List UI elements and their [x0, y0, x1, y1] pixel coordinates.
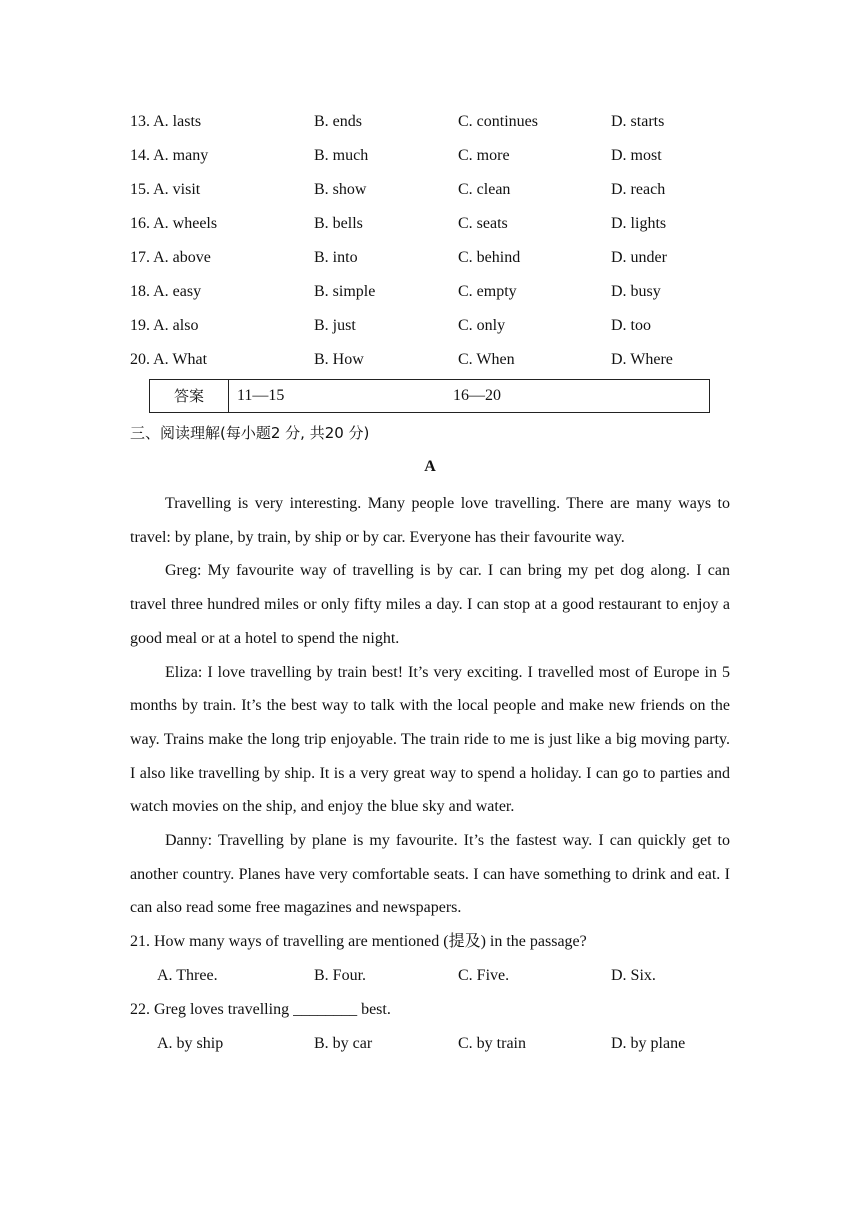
option-d: D. by plane: [611, 1035, 686, 1053]
option-c: C. When: [458, 351, 515, 368]
option-c: C. clean: [458, 181, 511, 198]
passage-paragraph: Travelling is very interesting. Many people love travelling. There are many ways to travel: by plane, by train, by ship or by car. Everyone has their favourite way.: [130, 495, 730, 546]
answer-range-11-15: 11—15: [237, 387, 285, 404]
option-a: 13. A. lasts: [130, 113, 202, 130]
option-b: B. by car: [314, 1035, 373, 1053]
option-b: B. bells: [314, 215, 363, 232]
choice-row-20: [130, 346, 730, 380]
choice-row-19: [130, 312, 730, 346]
option-d: D. starts: [611, 113, 665, 130]
option-b: B. show: [314, 181, 367, 198]
option-a: 17. A. above: [130, 249, 211, 266]
question-stem-21: 21. How many ways of travelling are mentioned (提及) in the passage?: [130, 933, 587, 951]
worksheet-page: [130, 108, 730, 1061]
answer-range-16-20: 16—20: [453, 387, 501, 404]
option-b: B. ends: [314, 113, 362, 130]
option-d: D. lights: [611, 215, 667, 232]
passage-paragraph: Eliza: I love travelling by train best! It’s very exciting. I travelled most of Europe in 5 months by train. It’s the best way to talk with the local people and make new friends on the way. Trains make the long trip enjoyable. The train ride to me is just like a big moving party. I also like travelling by ship. It is a very great way to spend a holiday. I can go to parties and watch movies on the ship, and enjoy the blue sky and water.: [130, 663, 730, 816]
option-d: D. Where: [611, 351, 673, 368]
option-d: D. Six.: [611, 967, 656, 985]
answer-table: [149, 379, 710, 413]
option-d: D. too: [611, 317, 651, 334]
option-a: 15. A. visit: [130, 181, 201, 198]
cloze-choices: [130, 108, 730, 380]
choice-row-15: [130, 176, 730, 210]
option-d: D. reach: [611, 181, 666, 198]
option-c: C. seats: [458, 215, 508, 232]
passage-title: A: [424, 458, 436, 475]
question-options-21: [130, 959, 730, 993]
question-stem-22: 22. Greg loves travelling ________ best.: [130, 1001, 391, 1019]
option-d: D. most: [611, 147, 662, 164]
option-a: 19. A. also: [130, 317, 199, 334]
option-b: B. How: [314, 351, 364, 368]
option-a: A. Three.: [157, 967, 218, 985]
option-d: D. busy: [611, 283, 661, 300]
option-a: 16. A. wheels: [130, 215, 218, 232]
choice-row-16: [130, 210, 730, 244]
option-a: 14. A. many: [130, 147, 209, 164]
option-d: D. under: [611, 249, 667, 266]
choice-row-13: [130, 108, 730, 142]
option-a: 18. A. easy: [130, 283, 202, 300]
answer-label: 答案: [150, 380, 229, 412]
choice-row-14: [130, 142, 730, 176]
choice-row-17: [130, 244, 730, 278]
option-c: C. Five.: [458, 967, 510, 985]
section-title: 三、阅读理解(每小题2 分, 共20 分): [130, 424, 370, 442]
choice-row-18: [130, 278, 730, 312]
option-c: C. behind: [458, 249, 521, 266]
question-options-22: [130, 1027, 730, 1061]
option-b: B. Four.: [314, 967, 367, 985]
option-b: B. into: [314, 249, 358, 266]
option-c: C. empty: [458, 283, 517, 300]
passage-paragraph: Danny: Travelling by plane is my favourite. It’s the fastest way. I can quickly get to another country. Planes have very comfortable seats. I can have something to drink and eat. I can also read some free magazines and newspapers.: [130, 832, 730, 917]
option-c: C. only: [458, 317, 506, 334]
option-b: B. just: [314, 317, 356, 334]
option-a: 20. A. What: [130, 351, 208, 368]
passage-paragraph: Greg: My favourite way of travelling is by car. I can bring my pet dog along. I can travel three hundred miles or only fifty miles a day. I can stop at a good restaurant to enjoy a good meal or at a hotel to spend the night.: [130, 562, 730, 647]
option-a: A. by ship: [157, 1035, 224, 1053]
option-c: C. by train: [458, 1035, 526, 1053]
option-b: B. simple: [314, 283, 376, 300]
option-c: C. more: [458, 147, 510, 164]
option-c: C. continues: [458, 113, 538, 130]
option-b: B. much: [314, 147, 369, 164]
